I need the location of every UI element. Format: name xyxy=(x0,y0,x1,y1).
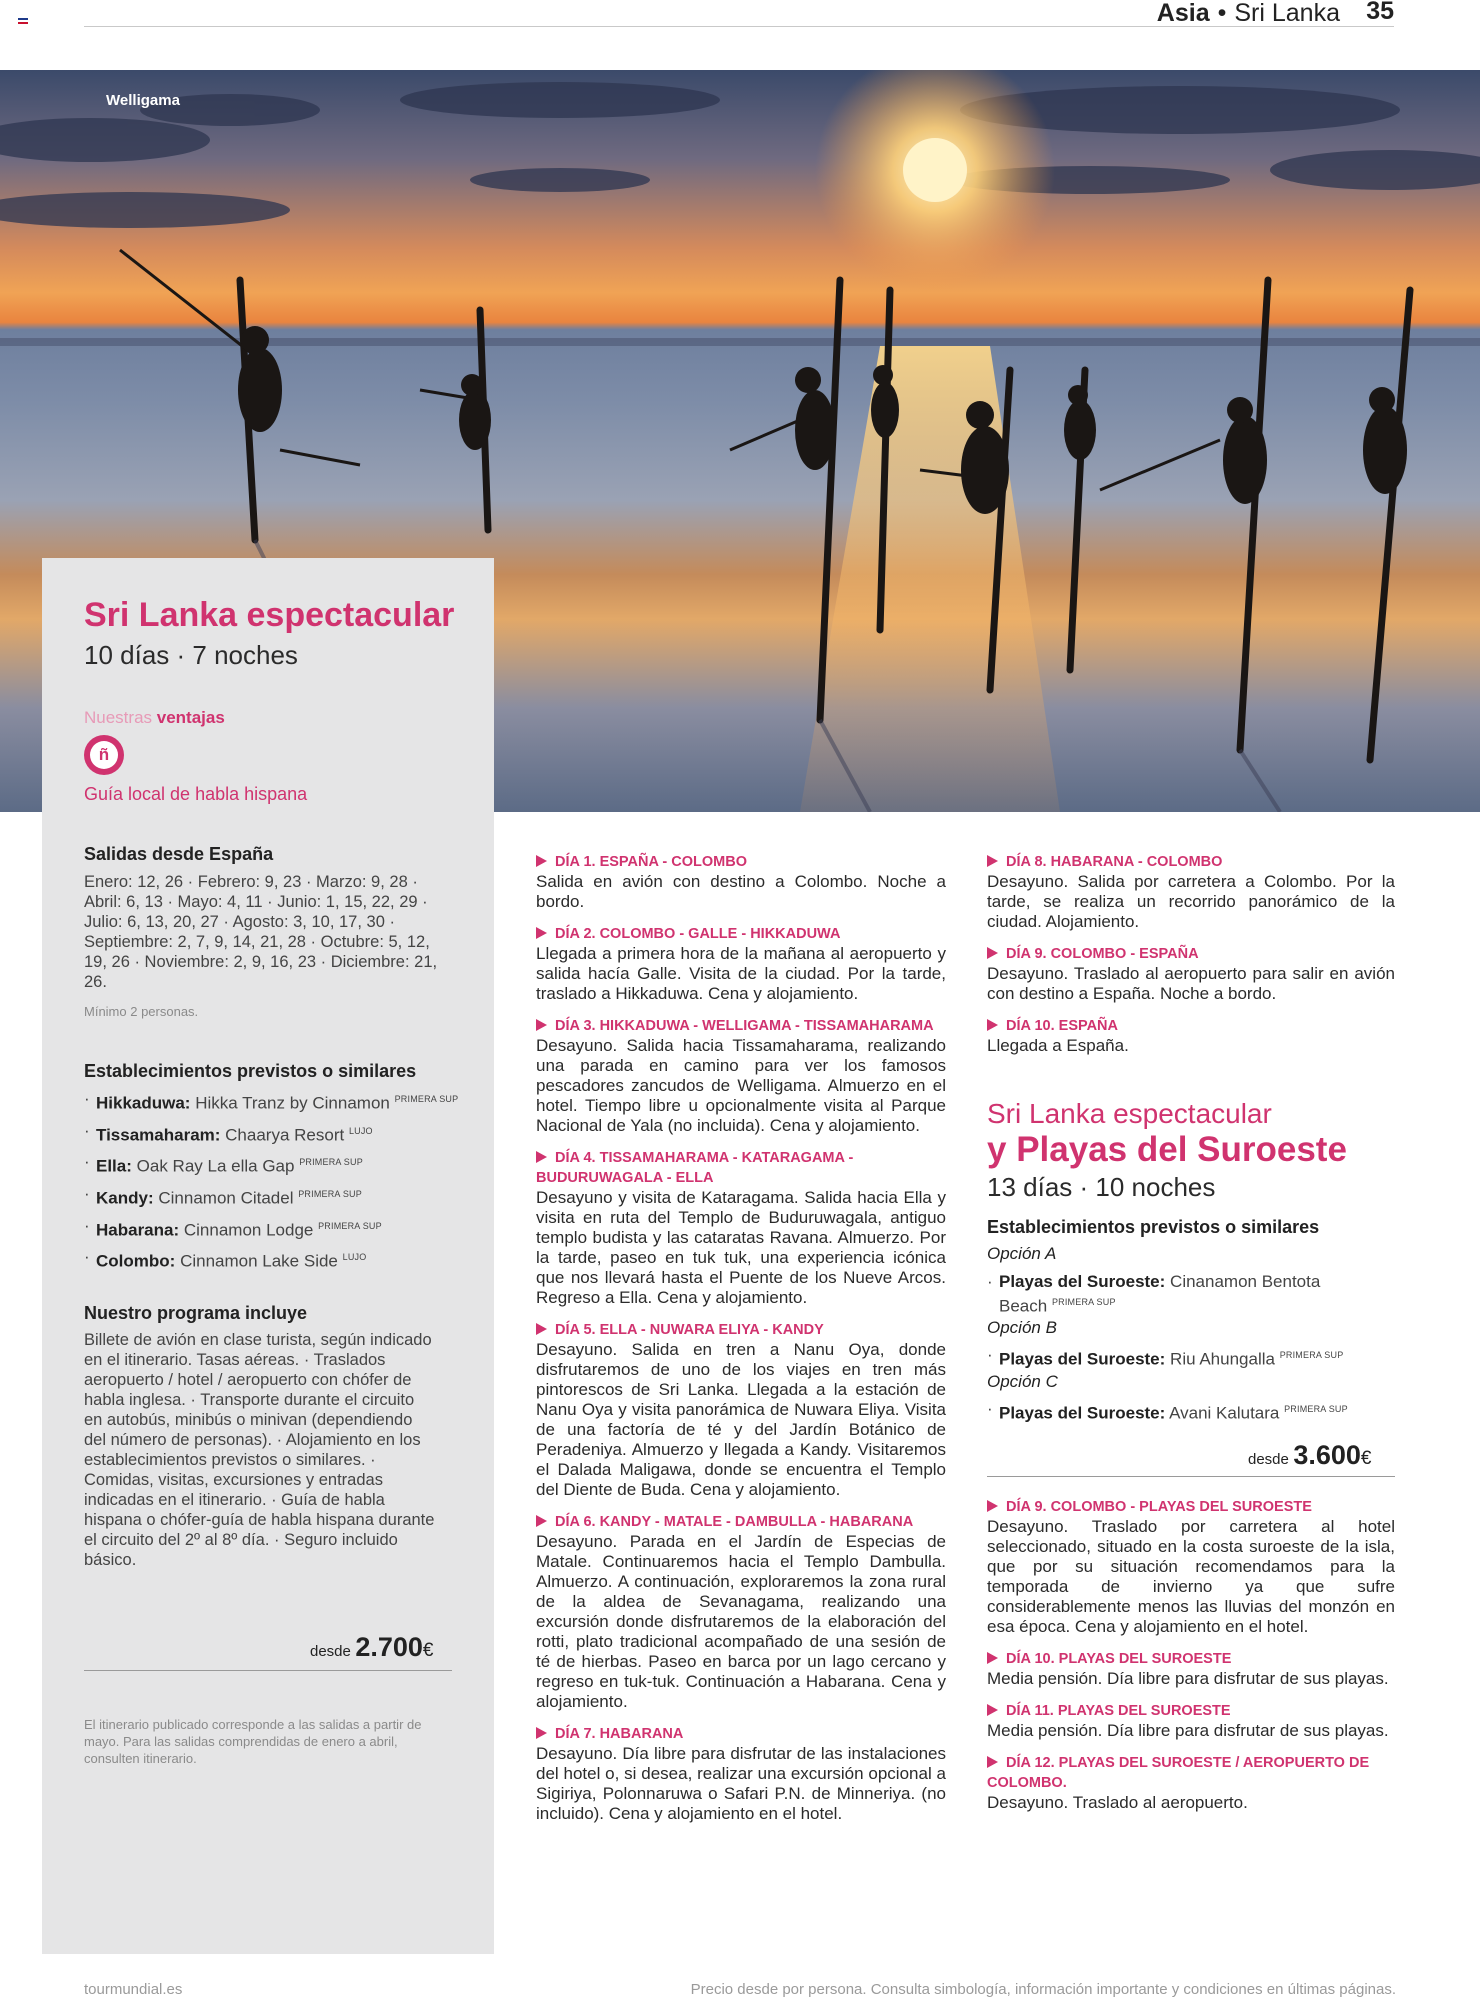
price-value: 2.700 xyxy=(355,1632,423,1662)
day-heading xyxy=(536,924,946,944)
day-description: Desayuno y visita de Kataragama. Salida hacia Ella y visita en ruta del Templo de Buduruwagala, antiguo templo budista y las cataratas Ravana. Almuerzo. Por la tarde, paseo en tuk tuk, una experiencia icónica que nos llevará hasta el Puente de los Nueve Arcos. Regreso a Ella. Cena y alojamiento. xyxy=(536,1188,946,1307)
itinerary-column-2 xyxy=(987,852,1395,1068)
tour2-establishments-heading: Establecimientos previstos o similares xyxy=(987,1217,1320,1237)
tour2-title-bold: y Playas del Suroeste xyxy=(987,1130,1347,1169)
triangle-marker-icon xyxy=(987,1652,998,1664)
triangle-marker-icon xyxy=(987,855,998,867)
region-label: Asia xyxy=(1156,0,1210,27)
day-title: DÍA 10. PLAYAS DEL SUROESTE xyxy=(1006,1651,1232,1667)
advantages-heading xyxy=(84,708,225,728)
day-heading xyxy=(987,1016,1395,1036)
day-title: DÍA 3. HIKKADUWA - WELLIGAMA - TISSAMAHARAMA xyxy=(555,1018,934,1034)
day-title: DÍA 6. KANDY - MATALE - DAMBULLA - HABARANA xyxy=(555,1514,914,1530)
triangle-marker-icon xyxy=(536,1019,547,1031)
establishment-category: LUJO xyxy=(348,1125,373,1136)
itinerary-day xyxy=(987,1701,1395,1741)
itinerary-day xyxy=(987,1753,1395,1813)
itinerary-day xyxy=(987,1649,1395,1689)
triangle-marker-icon xyxy=(536,1323,547,1335)
program-includes-text: Billete de avión en clase turista, según indicado en el itinerario. Tasas aéreas. · Traslados aeropuerto / hotel / aeropuerto con chófer de habla inglesa. · Transporte durante el circuito en autobús, minibús o minivan (dependiendo del número de personas). · Alojamiento en los establecimientos previstos o similares. · Comidas, visitas, excursiones y entradas indicadas en el itinerario. · Guía de habla hispana o chófer-guía de habla hispana durante el circuito del 2º al 8º día. · Seguro incluido básico. xyxy=(84,1331,435,1569)
itinerary-day xyxy=(987,852,1395,932)
advantages-heading-prefix: Nuestras xyxy=(84,708,153,727)
day-title: DÍA 4. TISSAMAHARAMA - KATARAGAMA - BUDURUWAGALA - ELLA xyxy=(536,1150,854,1186)
list-item xyxy=(84,1089,474,1114)
day-description: Desayuno. Salida por carretera a Colombo. Por la tarde, se realiza un recorrido panorámico de la ciudad. Alojamiento. xyxy=(987,872,1395,931)
itinerary-day xyxy=(536,1016,946,1136)
day-description: Desayuno. Día libre para disfrutar de las instalaciones del hotel o, si desea, realizar una excursión opcional a Sigiriya, Polonnaruwa o Safari P.N. de Minneriya. (no incluido). Cena y alojamiento en el hotel. xyxy=(536,1744,946,1823)
option-category: PRIMERA SUP xyxy=(1284,1404,1348,1414)
footer-disclaimer: Precio desde por persona. Consulta simbología, información importante y condiciones en últimas páginas. xyxy=(690,1981,1396,1998)
itinerary-day xyxy=(536,924,946,1004)
tour2-duration: 13 días · 10 noches xyxy=(987,1172,1216,1202)
option-category: PRIMERA SUP xyxy=(1279,1350,1344,1360)
list-item xyxy=(84,1216,474,1241)
day-title: DÍA 8. HABARANA - COLOMBO xyxy=(1006,854,1223,870)
list-item xyxy=(84,1121,474,1146)
day-description: Desayuno. Salida hacia Tissamaharama, realizando una parada en camino para ver los famosos pescadores zancudos de Welligama. Almuerzo en el hotel. Tiempo libre u opcionalmente visita al Parque Nacional de Yala (no incluida). Cena y alojamiento. xyxy=(536,1036,946,1135)
establishment-category: PRIMERA SUP xyxy=(394,1094,459,1104)
day-description: Desayuno. Parada en el Jardín de Especias de Matale. Continuaremos hacia el Templo Dambulla. Almuerzo. A continuación, exploraremos la zona rural de la aldea de Sevanagama, realizando una excursión donde disfrutaremos de la elaboración del rotti, plato tradicional acompañado de una sesión de té de hierbas. Paseo en barca por un lago cercano y regreso en tuk-tuk. Continuación a Habarana. Cena y alojamiento. xyxy=(536,1532,946,1711)
itinerary-day xyxy=(987,944,1395,1004)
triangle-marker-icon xyxy=(536,927,547,939)
option-category: PRIMERA SUP xyxy=(1051,1297,1116,1307)
establishment-city: Ella: xyxy=(96,1156,132,1176)
advantages-heading-label: ventajas xyxy=(156,708,225,727)
day-description: Desayuno. Salida en tren a Nanu Oya, donde disfrutaremos de uno de los viajes en tren más pintorescos de Sri Lanka. Llegada a la estación de Nanu Oya y visita panorámica de Nuwara Eliya. Visita de una factoría de té y del Jardín Botánico de Peradeniya. Almuerzo y llegada a Kandy. Visitaremos el Dalada Maligawa, donde se encuentra el Templo del Diente de Buda. Cena y alojamiento. xyxy=(536,1340,946,1499)
list-item xyxy=(84,1247,474,1272)
day-description: Llegada a primera hora de la mañana al aeropuerto y salida hacía Galle. Visita de la ciudad. Por la tarde, traslado a Hikkaduwa. Cena y alojamiento. xyxy=(536,944,946,1003)
day-description: Media pensión. Día libre para disfrutar de sus playas. xyxy=(987,1669,1389,1688)
tour-duration: 10 días · 7 noches xyxy=(84,640,298,670)
establishment-hotel: Cinnamon Citadel xyxy=(158,1188,294,1208)
triangle-marker-icon xyxy=(536,1727,547,1739)
establishments-list xyxy=(84,1089,474,1279)
establishment-category: PRIMERA SUP xyxy=(299,1157,363,1168)
day-heading xyxy=(987,1649,1395,1669)
day-heading xyxy=(987,852,1395,872)
day-title: DÍA 2. COLOMBO - GALLE - HIKKADUWA xyxy=(555,926,841,942)
establishment-hotel: Chaarya Resort xyxy=(225,1125,345,1145)
departures-dates: Enero: 12, 26 · Febrero: 9, 23 · Marzo: 9, 28 · Abril: 6, 13 · Mayo: 4, 11 · Junio: 1, 15, 22, 29 · Julio: 6, 13, 20, 27 · Agosto: 3, 10, 17, 30 · Septiembre: 2, 7, 9, 14, 21, 28 · Octubre: 5, 12, 19, 26 · Noviembre: 2, 9, 16, 23 · Diciembre: 21, 26. xyxy=(84,873,438,991)
day-title: DÍA 10. ESPAÑA xyxy=(1006,1018,1118,1034)
itinerary-day xyxy=(987,1016,1395,1056)
option-a-item xyxy=(987,1272,1347,1317)
price-divider xyxy=(84,1670,452,1671)
day-title: DÍA 7. HABARANA xyxy=(555,1726,684,1742)
triangle-marker-icon xyxy=(987,1756,998,1768)
itinerary-day xyxy=(536,1148,946,1308)
itinerary-day xyxy=(536,1320,946,1500)
triangle-marker-icon xyxy=(987,1704,998,1716)
price-currency: € xyxy=(1360,1448,1372,1469)
tour-title: Sri Lanka espectacular xyxy=(84,596,455,634)
speech-bubble-icon xyxy=(84,735,124,775)
list-item xyxy=(84,1184,474,1209)
establishment-category: LUJO xyxy=(342,1252,367,1263)
day-heading xyxy=(987,1701,1395,1721)
list-item xyxy=(84,1152,474,1177)
establishment-city: Habarana: xyxy=(96,1220,180,1240)
establishment-city: Tissamaharam: xyxy=(96,1125,221,1145)
minimum-people-note: Mínimo 2 personas. xyxy=(84,1004,199,1019)
itinerary-day xyxy=(987,1497,1395,1637)
establishment-hotel: Oak Ray La ella Gap xyxy=(136,1156,295,1176)
option-place: Playas del Suroeste: xyxy=(999,1403,1166,1423)
establishments-heading: Establecimientos previstos o similares xyxy=(84,1061,417,1081)
establishment-category: PRIMERA SUP xyxy=(318,1220,382,1231)
photo-caption: Welligama xyxy=(106,92,180,109)
option-c-label: Opción C xyxy=(987,1372,1058,1391)
itinerary-day xyxy=(536,1724,946,1824)
price-prefix: desde xyxy=(310,1643,351,1660)
option-place: Playas del Suroeste: xyxy=(999,1272,1166,1291)
establishment-city: Kandy: xyxy=(96,1188,154,1208)
day-heading xyxy=(987,1753,1395,1793)
day-heading xyxy=(536,1320,946,1340)
option-b-label: Opción B xyxy=(987,1318,1057,1337)
triangle-marker-icon xyxy=(536,1515,547,1527)
tour2-title-light: Sri Lanka espectacular xyxy=(987,1098,1272,1129)
advantage-text: Guía local de habla hispana xyxy=(84,784,308,804)
day-title: DÍA 12. PLAYAS DEL SUROESTE / AEROPUERTO DE COLOMBO. xyxy=(987,1755,1370,1791)
day-heading xyxy=(536,1512,946,1532)
section-title xyxy=(1157,0,1340,26)
spanish-guide-glyph: ñ xyxy=(90,741,118,769)
program-heading: Nuestro programa incluye xyxy=(84,1303,308,1323)
option-hotel: Cinanamon Bentota Beach xyxy=(999,1272,1321,1316)
day-description: Llegada a España. xyxy=(987,1036,1129,1055)
separator-dot: • xyxy=(1217,0,1227,27)
day-description: Salida en avión con destino a Colombo. Noche a bordo. xyxy=(536,872,946,911)
establishment-city: Hikkaduwa: xyxy=(96,1093,191,1113)
day-description: Media pensión. Día libre para disfrutar de sus playas. xyxy=(987,1721,1389,1740)
option-a-label: Opción A xyxy=(987,1244,1057,1263)
departures-heading: Salidas desde España xyxy=(84,844,274,864)
itinerary-note: El itinerario publicado corresponde a las salidas a partir de mayo. Para las salidas comprendidas de enero a abril, consulten itinerario. xyxy=(84,1717,422,1766)
price-prefix: desde xyxy=(1248,1451,1289,1468)
itinerary-day xyxy=(536,852,946,912)
triangle-marker-icon xyxy=(987,1500,998,1512)
day-description: Desayuno. Traslado al aeropuerto. xyxy=(987,1793,1248,1812)
option-hotel: Avani Kalutara xyxy=(1169,1403,1280,1423)
day-heading xyxy=(536,1148,946,1188)
day-title: DÍA 11. PLAYAS DEL SUROESTE xyxy=(1006,1703,1231,1719)
tour2-itinerary xyxy=(987,1497,1395,1825)
triangle-marker-icon xyxy=(987,947,998,959)
page-number: 35 xyxy=(1366,0,1394,25)
establishment-hotel: Cinnamon Lodge xyxy=(183,1220,314,1240)
day-title: DÍA 9. COLOMBO - ESPAÑA xyxy=(1006,946,1199,962)
establishment-city: Colombo: xyxy=(96,1251,176,1271)
option-hotel: Riu Ahungalla xyxy=(1170,1349,1275,1369)
tour2-price-divider xyxy=(987,1476,1395,1477)
footer-site-link[interactable]: tourmundial.es xyxy=(84,1981,183,1998)
price-value: 3.600 xyxy=(1293,1440,1361,1470)
day-heading xyxy=(987,944,1395,964)
itinerary-column-1 xyxy=(536,852,946,1836)
establishment-category: PRIMERA SUP xyxy=(298,1188,362,1199)
triangle-marker-icon xyxy=(536,855,547,867)
itinerary-day xyxy=(536,1512,946,1712)
day-title: DÍA 5. ELLA - NUWARA ELIYA - KANDY xyxy=(555,1322,824,1338)
establishment-hotel: Hikka Tranz by Cinnamon xyxy=(195,1093,390,1113)
option-c-item xyxy=(987,1399,1387,1424)
day-description: Desayuno. Traslado por carretera al hotel seleccionado, situado en la costa suroeste de la isla, que por su situación recomendamos para la temporada de invierno ya que sufre considerablemente menos las lluvias del monzón en esa época. Cena y alojamiento en el hotel. xyxy=(987,1517,1395,1636)
option-place: Playas del Suroeste: xyxy=(999,1349,1166,1369)
country-label: Sri Lanka xyxy=(1234,0,1340,27)
day-heading xyxy=(536,1724,946,1744)
price-currency: € xyxy=(422,1640,434,1661)
tour2-price-block xyxy=(1248,1440,1371,1471)
day-title: DÍA 9. COLOMBO - PLAYAS DEL SUROESTE xyxy=(1006,1499,1312,1515)
day-title: DÍA 1. ESPAÑA - COLOMBO xyxy=(555,854,747,870)
triangle-marker-icon xyxy=(536,1151,547,1163)
day-heading xyxy=(536,852,946,872)
triangle-marker-icon xyxy=(987,1019,998,1031)
price-block xyxy=(310,1632,433,1663)
day-heading xyxy=(987,1497,1395,1517)
day-heading xyxy=(536,1016,946,1036)
day-description: Desayuno. Traslado al aeropuerto para salir en avión con destino a España. Noche a bordo. xyxy=(987,964,1395,1003)
option-b-item xyxy=(987,1345,1387,1370)
spain-flag-icon xyxy=(18,18,28,24)
establishment-hotel: Cinnamon Lake Side xyxy=(180,1251,338,1271)
